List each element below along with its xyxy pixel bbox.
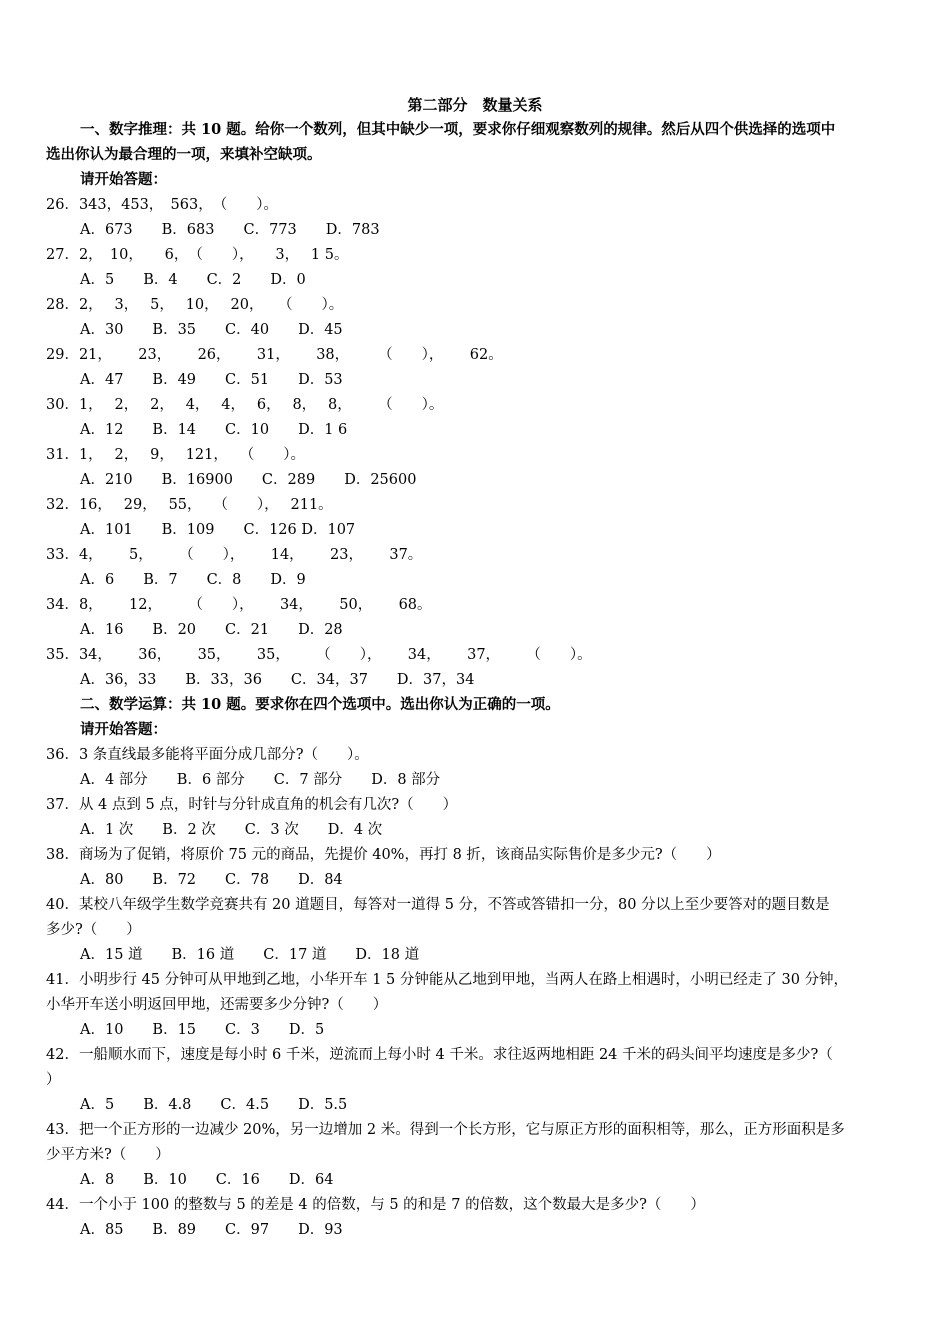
options-33: A．6 B．7 C．8 D．9 [80,572,306,588]
options-26: A．673 B．683 C．773 D．783 [80,222,380,238]
section2-start: 请开始答题： [80,721,167,738]
question-40-line2: 多少?（ ） [46,922,141,938]
options-29: A．47 B．49 C．51 D．53 [80,372,343,388]
options-44: A．85 B．89 C．97 D．93 [80,1222,343,1238]
question-26: 26．343，453， 563， （ ）。 [46,197,278,213]
question-35: 35．34， 36， 35， 35， （ ）， 34， 37， （ ）。 [46,647,592,663]
question-41-line1: 41．小明步行 45 分钟可从甲地到乙地，小华开车 1 5 分钟能从乙地到甲地，当两人在路上相遇时，小明已经走了 30 分钟， [46,972,849,988]
options-28: A．30 B．35 C．40 D．45 [80,322,343,338]
section1-intro-line2: 选出你认为最合理的一项，来填补空缺项。 [46,146,322,163]
options-30: A．12 B．14 C．10 D．1 6 [80,422,348,438]
question-33: 33．4， 5， （ ）， 14， 23， 37。 [46,547,423,563]
options-34: A．16 B．20 C．21 D．28 [80,622,343,638]
options-41: A．10 B．15 C．3 D．5 [80,1022,325,1038]
page-title: 第二部分 数量关系 [407,96,543,114]
question-36: 36．3 条直线最多能将平面分成几部分?（ ）。 [46,747,369,763]
question-29: 29．21， 23， 26， 31， 38， （ ）， 62。 [46,347,503,363]
question-27: 27．2， 10， 6， （ ）， 3， 1 5。 [46,247,349,263]
question-38: 38．商场为了促销，将原价 75 元的商品，先提价 40%，再打 8 折，该商品实际售价是多少元?（ ） [46,847,721,863]
question-41-line2: 小华开车送小明返回甲地，还需要多少分钟?（ ） [46,997,388,1013]
question-32: 32．16， 29， 55， （ ）， 211。 [46,497,333,513]
question-44: 44．一个小于 100 的整数与 5 的差是 4 的倍数，与 5 的和是 7 的倍数，这个数最大是多少?（ ） [46,1197,705,1213]
options-37: A．1 次 B．2 次 C．3 次 D．4 次 [80,822,383,838]
question-30: 30．1， 2， 2， 4， 4， 6， 8， 8， （ ）。 [46,397,444,413]
options-38: A．80 B．72 C．78 D．84 [80,872,343,888]
question-34: 34．8， 12， （ ）， 34， 50， 68。 [46,597,432,613]
question-42-line2: ） [46,1072,61,1088]
options-27: A．5 B．4 C．2 D．0 [80,272,306,288]
question-43-line2: 少平方米?（ ） [46,1147,170,1163]
section1-intro-line1: 一、数字推理：共 10 题。给你一个数列，但其中缺少一项，要求你仔细观察数列的规律。然后从四个供选择的选项中 [80,121,836,138]
options-43: A．8 B．10 C．16 D．64 [80,1172,334,1188]
question-42-line1: 42．一船顺水而下，速度是每小时 6 千米，逆流而上每小时 4 千米。求往返两地相距 24 千米的码头间平均速度是多少?（ [46,1047,833,1063]
options-36: A．4 部分 B．6 部分 C．7 部分 D．8 部分 [80,772,441,788]
options-32: A．101 B．109 C．126 D．107 [80,522,356,538]
options-42: A．5 B．4.8 C．4.5 D．5.5 [80,1097,348,1113]
section2-intro: 二、数学运算：共 10 题。要求你在四个选项中。选出你认为正确的一项。 [80,696,560,713]
question-31: 31．1， 2， 9， 121， （ ）。 [46,447,305,463]
question-43-line1: 43．把一个正方形的一边减少 20%，另一边增加 2 米。得到一个长方形，它与原正方形的面积相等，那么，正方形面积是多 [46,1122,845,1138]
question-37: 37．从 4 点到 5 点，时针与分针成直角的机会有几次?（ ） [46,797,458,813]
options-40: A．15 道 B．16 道 C．17 道 D．18 道 [80,947,420,963]
section1-start: 请开始答题： [80,171,167,188]
options-31: A．210 B．16900 C．289 D．25600 [80,472,417,488]
options-35: A．36，33 B．33，36 C．34，37 D．37，34 [80,672,475,688]
question-40-line1: 40．某校八年级学生数学竞赛共有 20 道题目，每答对一道得 5 分，不答或答错扣一分，80 分以上至少要答对的题目数是 [46,897,830,913]
question-28: 28．2， 3， 5， 10， 20， （ ）。 [46,297,344,313]
